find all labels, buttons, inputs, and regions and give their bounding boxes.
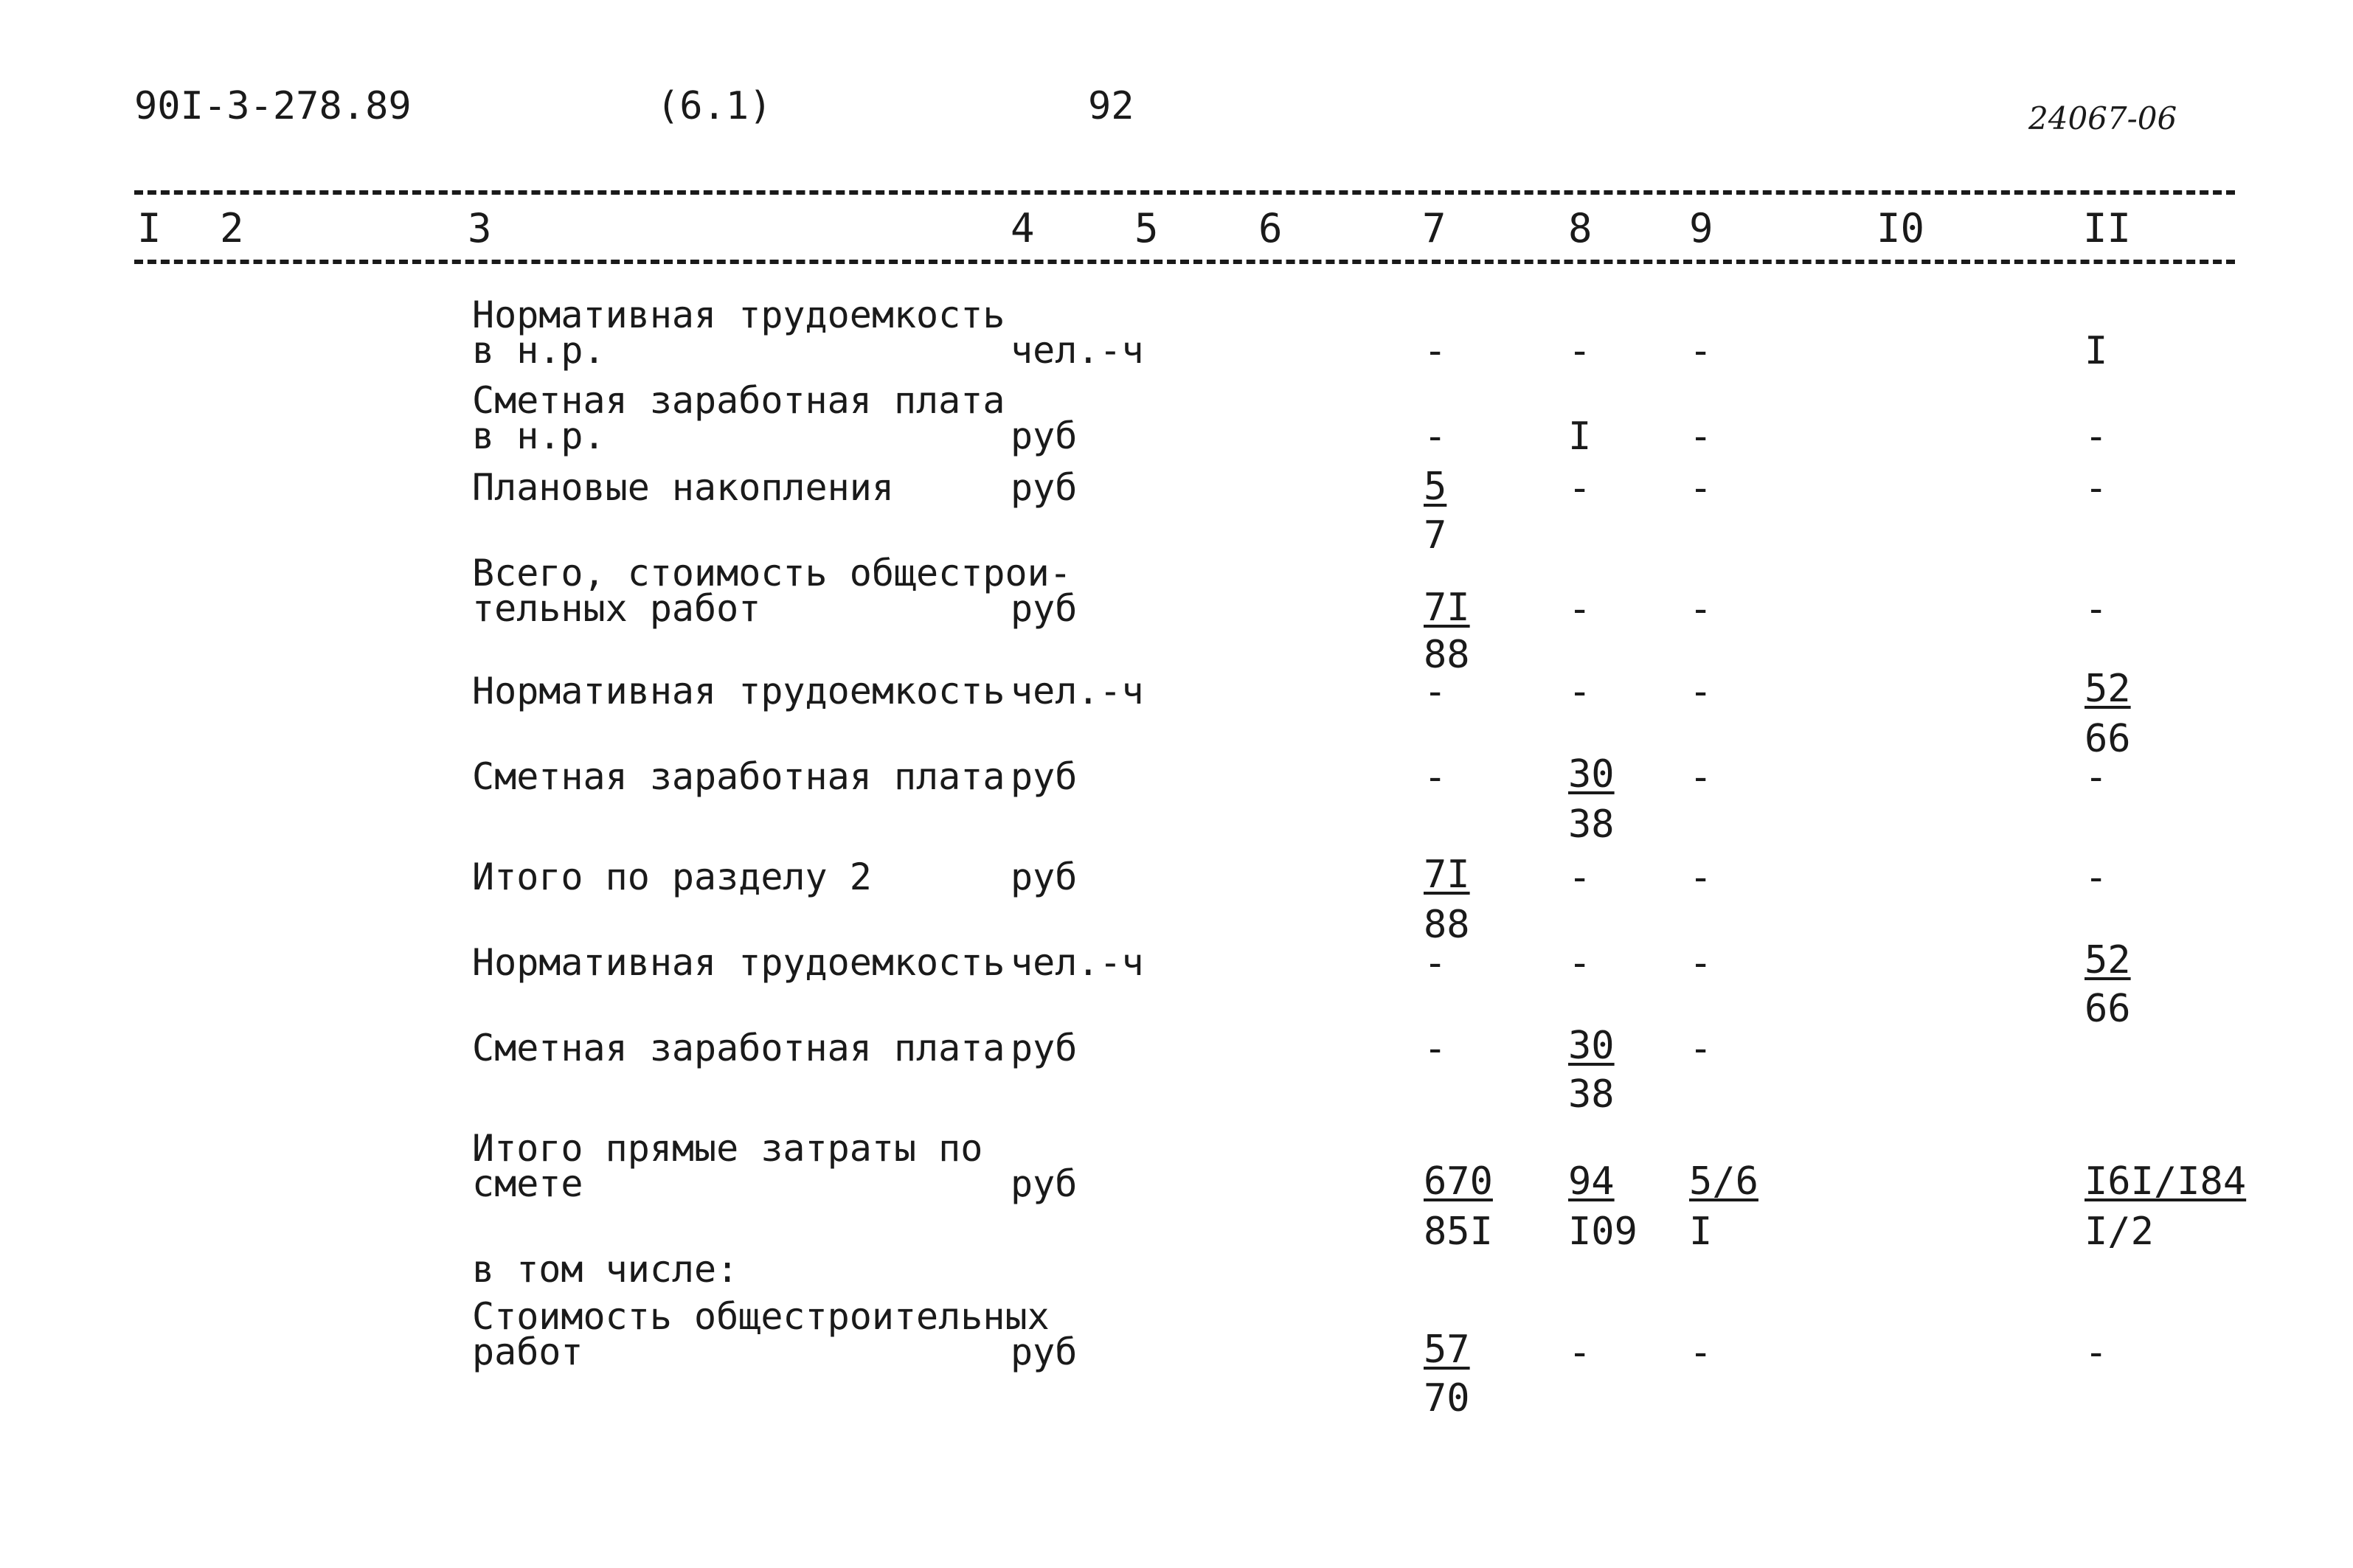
cell-col-8: I xyxy=(1568,414,1592,459)
row-label: Всего, стоимость общестрои- xyxy=(472,552,1072,594)
cell-col-7: - xyxy=(1424,414,1447,459)
cell-col-7: 5 xyxy=(1424,465,1447,509)
cell-col-8: - xyxy=(1568,329,1592,373)
column-header-9: 9 xyxy=(1689,205,1713,251)
column-header-3: 3 xyxy=(468,205,492,251)
column-header-5: 5 xyxy=(1134,205,1159,251)
cell-col-9: - xyxy=(1689,1331,1713,1375)
row-label: Итого по разделу 2 xyxy=(472,856,872,898)
column-header-8: 8 xyxy=(1568,205,1593,251)
cell-col-7: 7I xyxy=(1424,853,1470,897)
row-unit: чел.-ч xyxy=(1011,941,1144,984)
cell-col-8-denominator: 38 xyxy=(1568,1072,1615,1117)
cell-col-7: - xyxy=(1424,1027,1447,1071)
cell-col-7: - xyxy=(1424,755,1447,799)
row-label-continued: работ xyxy=(472,1331,583,1373)
row-label: Нормативная трудоемкость xyxy=(472,941,1005,984)
row-unit: руб xyxy=(1011,1331,1078,1373)
cell-col-7-denominator: 7 xyxy=(1424,513,1447,558)
cell-col-8: - xyxy=(1568,856,1592,900)
cell-col-7: - xyxy=(1424,670,1447,714)
column-header-7: 7 xyxy=(1422,205,1446,251)
column-header-11: II xyxy=(2083,205,2132,251)
cell-col-11: - xyxy=(2085,1331,2108,1375)
row-unit: руб xyxy=(1011,1162,1078,1205)
cell-col-11: - xyxy=(2085,856,2108,900)
column-header-4: 4 xyxy=(1011,205,1035,251)
cell-col-7: 57 xyxy=(1424,1328,1470,1372)
cell-col-9: - xyxy=(1689,670,1713,714)
cell-col-9-denominator: I xyxy=(1689,1210,1713,1254)
row-label: Сметная заработная плата xyxy=(472,755,1005,798)
row-unit: руб xyxy=(1011,755,1078,798)
row-unit: руб xyxy=(1011,1027,1078,1069)
cell-col-11: 52 xyxy=(2085,667,2131,711)
cell-col-7: - xyxy=(1424,329,1447,373)
cell-col-9: - xyxy=(1689,755,1713,799)
row-label: Плановые накопления xyxy=(472,466,894,509)
cell-col-7-denominator: 85I xyxy=(1424,1210,1493,1254)
row-label: в том числе: xyxy=(472,1248,739,1291)
cell-col-7-denominator: 88 xyxy=(1424,903,1470,947)
row-label-continued: смете xyxy=(472,1162,583,1205)
row-label: Стоимость общестроительных xyxy=(472,1295,1050,1338)
cell-col-9: - xyxy=(1689,414,1713,459)
cell-col-7: 7I xyxy=(1424,586,1470,630)
header-divider-bottom xyxy=(134,260,2235,264)
column-header-1: I xyxy=(137,205,162,251)
cell-col-7: - xyxy=(1424,941,1447,985)
header-divider-top xyxy=(134,190,2235,195)
column-header-2: 2 xyxy=(220,205,244,251)
cell-col-8: - xyxy=(1568,466,1592,510)
cell-col-11: - xyxy=(2085,755,2108,799)
row-unit: чел.-ч xyxy=(1011,329,1144,372)
cell-col-8: - xyxy=(1568,1331,1592,1375)
cell-col-9: - xyxy=(1689,329,1713,373)
row-label: Нормативная трудоемкость xyxy=(472,670,1005,712)
row-unit: руб xyxy=(1011,587,1078,630)
cell-col-7: 670 xyxy=(1424,1159,1493,1204)
row-label: Сметная заработная плата xyxy=(472,379,1005,422)
row-label: Сметная заработная плата xyxy=(472,1027,1005,1069)
row-label: Нормативная трудоемкость xyxy=(472,294,1005,336)
cell-col-7-denominator: 70 xyxy=(1424,1376,1470,1420)
cell-col-9: - xyxy=(1689,941,1713,985)
cell-col-8: - xyxy=(1568,587,1592,631)
row-label: Итого прямые затраты по xyxy=(472,1127,983,1170)
cell-col-11: I6I/I84 xyxy=(2085,1159,2247,1204)
cell-col-8-denominator: 38 xyxy=(1568,802,1615,847)
row-unit: руб xyxy=(1011,466,1078,509)
cell-col-9: - xyxy=(1689,466,1713,510)
cell-col-9: - xyxy=(1689,587,1713,631)
cell-col-8: 30 xyxy=(1568,752,1615,797)
row-label-continued: в н.р. xyxy=(472,329,606,372)
row-unit: руб xyxy=(1011,856,1078,898)
cell-col-11-denominator: 66 xyxy=(2085,717,2131,761)
cell-col-9: 5/6 xyxy=(1689,1159,1758,1204)
cell-col-11-denominator: 66 xyxy=(2085,987,2131,1031)
document-code: 90I-3-278.89 xyxy=(134,84,412,128)
handwritten-inventory-number: 24067-06 xyxy=(2028,100,2177,136)
cell-col-11: I xyxy=(2085,329,2108,373)
section-number: (6.1) xyxy=(656,84,772,128)
cell-col-11: - xyxy=(2085,466,2108,510)
cell-col-8-denominator: I09 xyxy=(1568,1210,1638,1254)
row-unit: руб xyxy=(1011,414,1078,457)
cell-col-11: 52 xyxy=(2085,938,2131,982)
column-header-6: 6 xyxy=(1258,205,1283,251)
cell-col-8: - xyxy=(1568,670,1592,714)
cell-col-11-denominator: I/2 xyxy=(2085,1210,2154,1254)
cell-col-9: - xyxy=(1689,1027,1713,1071)
cell-col-11: - xyxy=(2085,414,2108,459)
column-header-10: I0 xyxy=(1876,205,1925,251)
cell-col-8: - xyxy=(1568,941,1592,985)
cell-col-11: - xyxy=(2085,587,2108,631)
page-number: 92 xyxy=(1088,84,1134,128)
cell-col-8: 94 xyxy=(1568,1159,1615,1204)
cell-col-9: - xyxy=(1689,856,1713,900)
cell-col-7-denominator: 88 xyxy=(1424,633,1470,677)
row-label-continued: тельных работ xyxy=(472,587,761,630)
row-label-continued: в н.р. xyxy=(472,414,606,457)
cell-col-8: 30 xyxy=(1568,1024,1615,1068)
row-unit: чел.-ч xyxy=(1011,670,1144,712)
